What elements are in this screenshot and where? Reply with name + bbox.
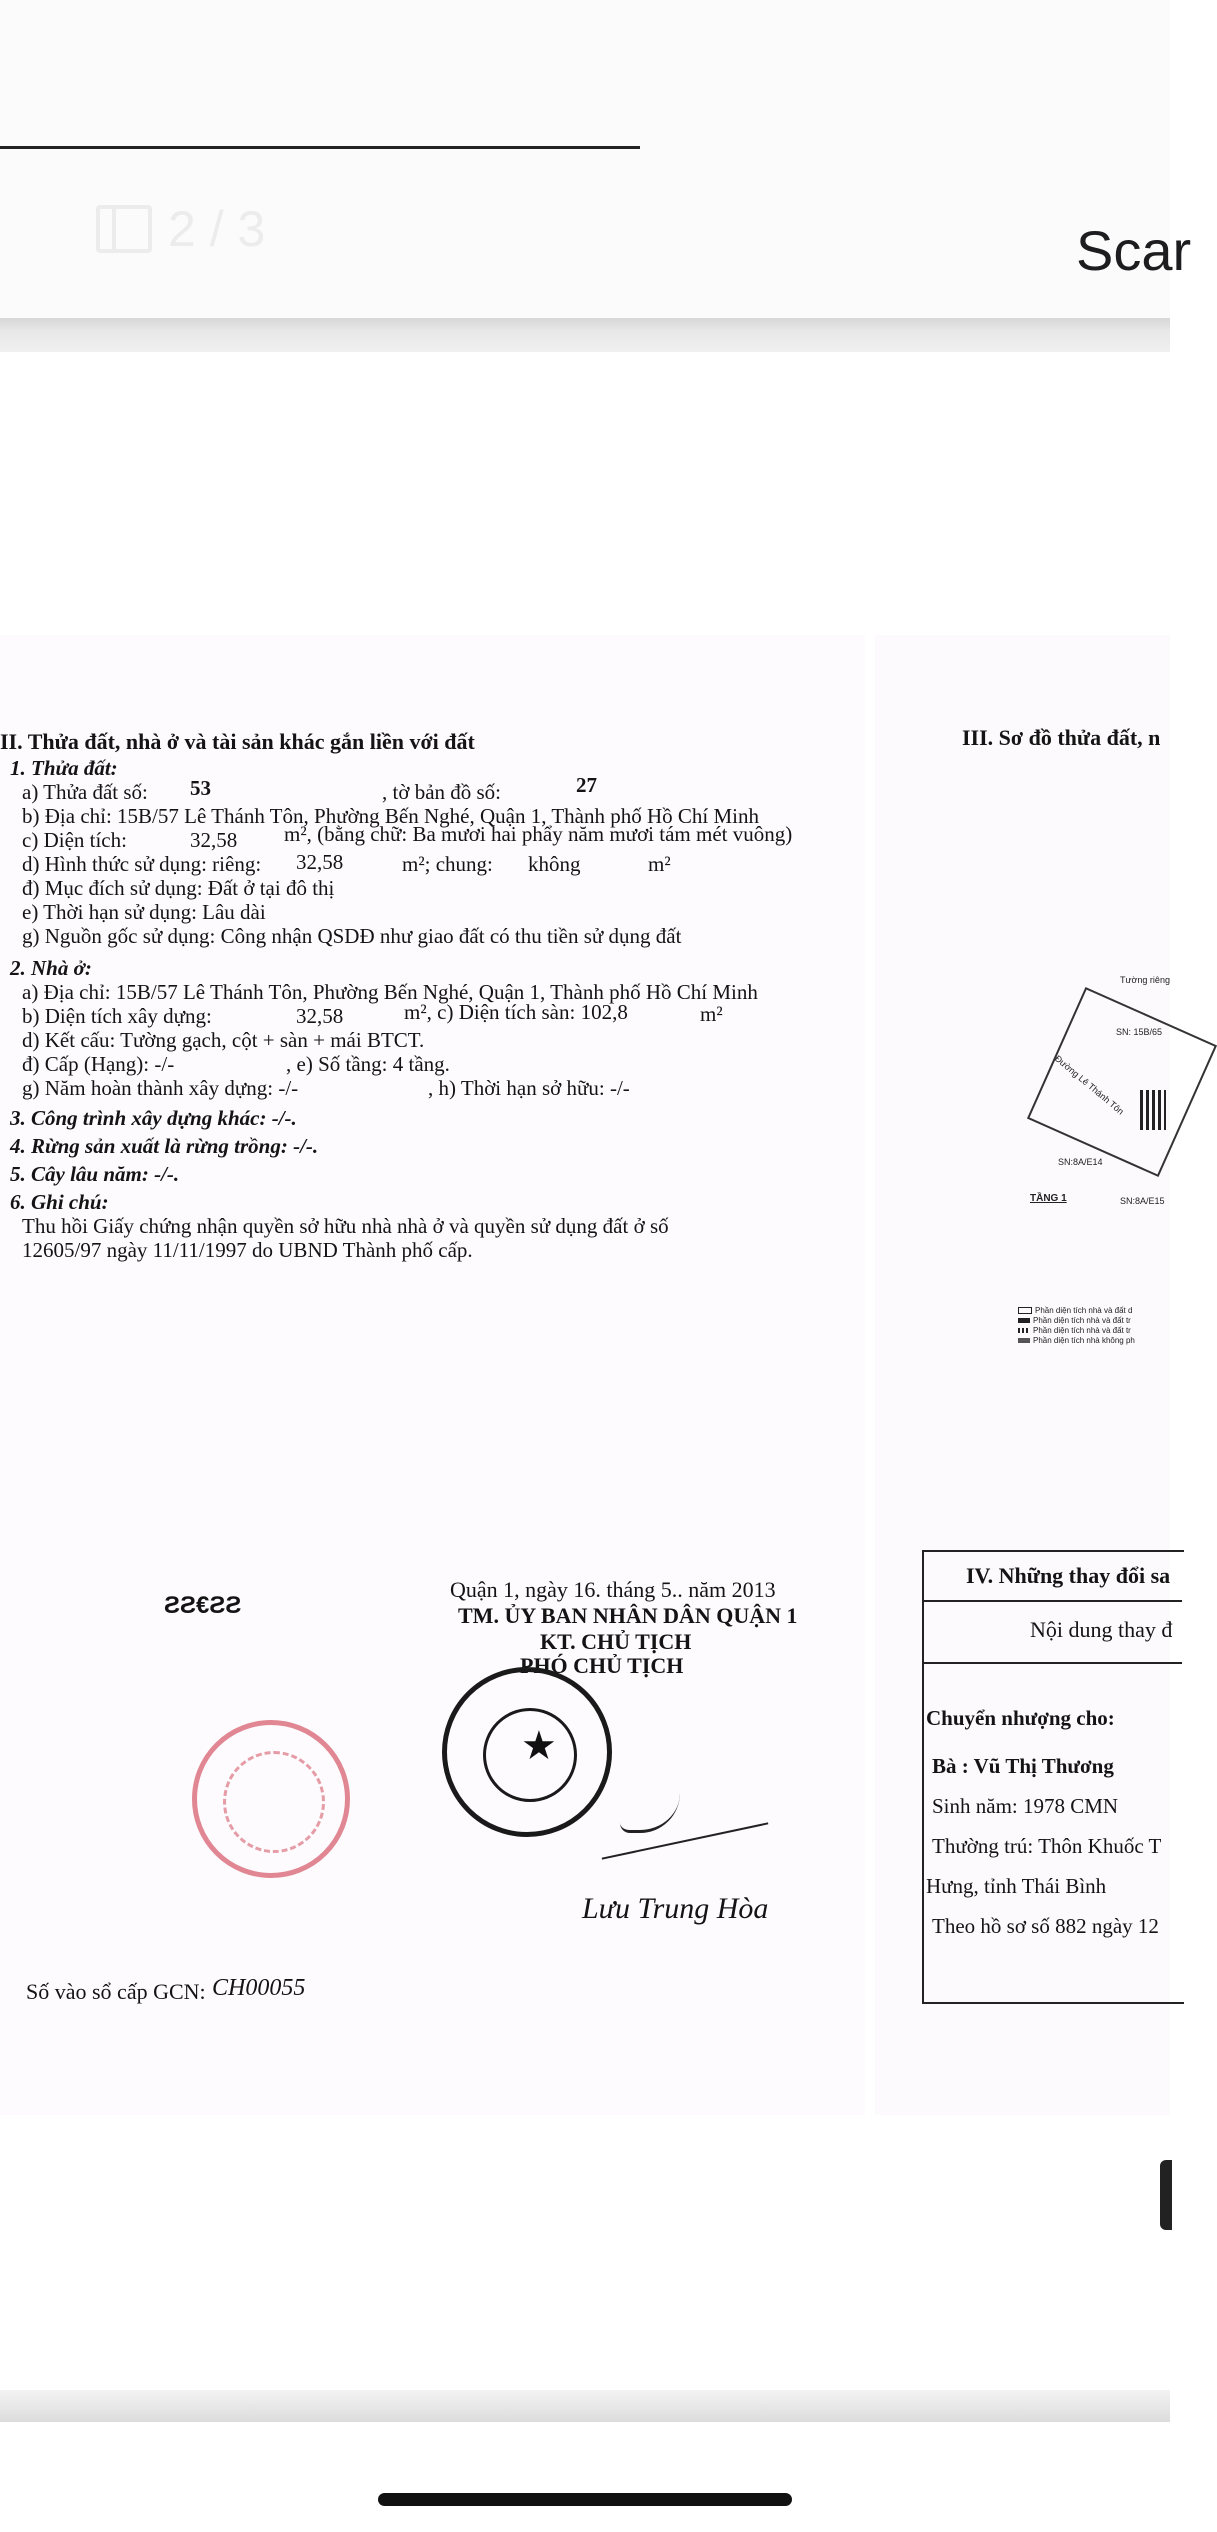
map-label: Tường riêng [1120, 975, 1170, 985]
map-label: SN: 15B/65 [1116, 1027, 1163, 1037]
register-label: Số vào sổ cấp GCN: [26, 1979, 206, 2004]
section-head: 5. Cây lâu năm: -/-. [10, 1162, 180, 1186]
field-line: m², c) Diện tích sàn: 102,8 [404, 1000, 628, 1024]
field-value: 32,58 [296, 1004, 344, 1028]
table-cell: Hưng, tỉnh Thái Bình [926, 1874, 1107, 1898]
field-value: 32,58 [296, 850, 344, 874]
section-head: 2. Nhà ở: [10, 956, 92, 980]
official-seal [442, 1667, 612, 1837]
map-label: Đường Lê Thánh Tôn [1052, 1053, 1126, 1117]
section-title-right: III. Sơ đồ thửa đất, n [962, 725, 1161, 750]
sign-kt: KT. CHỦ TỊCH [540, 1629, 692, 1654]
map-label: SN:8A/E14 [1058, 1157, 1103, 1167]
field-value: 32,58 [190, 828, 238, 852]
field-line: a) Địa chỉ: 15B/57 Lê Thánh Tôn, Phường Bến Nghé, Quận 1, Thành phố Hồ Chí Minh [22, 980, 758, 1004]
field-unit: m² [700, 1002, 723, 1026]
issue-date: Quận 1, ngày 16. tháng 5.. năm 2013 [450, 1577, 776, 1602]
field-line: b) Địa chỉ: 15B/57 Lê Thánh Tôn, Phường Bến Nghé, Quận 1, Thành phố Hồ Chí Minh [22, 804, 760, 828]
field-line: , e) Số tầng: 4 tầng. [286, 1052, 450, 1076]
home-indicator[interactable] [378, 2493, 792, 2506]
red-stamp [192, 1720, 350, 1878]
field-line: đ) Mục đích sử dụng: Đất ở tại đô thị [22, 876, 335, 900]
signer-name: Lưu Trung Hòa [582, 1892, 769, 1925]
field-line: đ) Cấp (Hạng): -/- [22, 1052, 175, 1076]
section-title: II. Thửa đất, nhà ở và tài sản khác gắn liền với đất [0, 729, 475, 754]
field-value: không [528, 852, 581, 876]
note-line: 12605/97 ngày 11/11/1997 do UBND Thành phố cấp. [22, 1238, 473, 1262]
section-head: 1. Thửa đất: [10, 756, 118, 780]
field-label: c) Diện tích: [22, 828, 127, 852]
field-label: d) Hình thức sử dụng: riêng: [22, 852, 262, 876]
top-divider [0, 146, 640, 149]
field-label: m²; chung: [402, 852, 493, 876]
field-line: d) Kết cấu: Tường gạch, cột + sàn + mái BTCT. [22, 1028, 425, 1052]
field-value: 27 [576, 773, 597, 797]
edge-glyph [1160, 2160, 1172, 2230]
register-value: CH00055 [212, 1975, 306, 2001]
section-head: 6. Ghi chú: [10, 1190, 109, 1214]
plot-hatch [1140, 1090, 1166, 1130]
field-line: g) Năm hoàn thành xây dựng: -/- [22, 1076, 299, 1100]
map-label: SN:8A/E15 [1120, 1196, 1165, 1206]
field-label: , tờ bản đồ số: [382, 780, 502, 804]
legend-row: Phần diện tích nhà không ph [1018, 1336, 1135, 1345]
map-floor-label: TẦNG 1 [1030, 1193, 1067, 1204]
table-cell: Thường trú: Thôn Khuốc T [932, 1834, 1162, 1858]
table-divider [922, 1662, 1182, 1664]
field-line: m², (bằng chữ: Ba mươi hai phẩy năm mươi tám mét vuông) [284, 822, 793, 846]
field-label: a) Thửa đất số: [22, 780, 148, 804]
sign-organization: TM. ỦY BAN NHÂN DÂN QUẬN 1 [458, 1603, 798, 1628]
field-line: , h) Thời hạn sở hữu: -/- [428, 1076, 630, 1100]
table-cell: Sinh năm: 1978 CMN [932, 1794, 1119, 1818]
note-line: Thu hồi Giấy chứng nhận quyền sở hữu nhà nhà ở và quyền sử dụng đất ở số [22, 1214, 669, 1238]
viewer-top-area [0, 0, 1170, 330]
field-line: g) Nguồn gốc sử dụng: Công nhận QSDĐ như giao đất có thu tiền sử dụng đất [22, 924, 682, 948]
table-cell: Chuyển nhượng cho: [926, 1706, 1115, 1730]
section-title-changes: IV. Những thay đổi sa [966, 1563, 1171, 1588]
section-head: 4. Rừng sản xuất là rừng trồng: -/-. [10, 1134, 319, 1158]
page-indicator [96, 200, 265, 258]
table-cell: Bà : Vũ Thị Thương [932, 1754, 1114, 1778]
field-label: b) Diện tích xây dựng: [22, 1004, 212, 1028]
bottom-separator [0, 2390, 1170, 2422]
page-indicator-text: 2 / 3 [168, 201, 266, 257]
field-value: 53 [190, 776, 211, 800]
serial-number: ƧƧ€ƧƧ [164, 1592, 242, 1619]
legend-row: Phần diện tích nhà và đất tr [1018, 1326, 1131, 1335]
sign-title: PHÓ CHỦ TỊCH [520, 1653, 684, 1678]
table-divider [922, 1600, 1182, 1602]
table-cell: Theo hồ sơ số 882 ngày 12 [932, 1914, 1159, 1938]
viewer-title[interactable]: Scar [1076, 219, 1192, 282]
table-header: Nội dung thay đ [1030, 1617, 1173, 1642]
legend-row: Phần diện tích nhà và đất d [1018, 1306, 1132, 1315]
separator-bar [0, 318, 1170, 352]
field-line: e) Thời hạn sử dụng: Lâu dài [22, 900, 266, 924]
star-icon: ★ [521, 1723, 557, 1768]
pages-icon [96, 205, 152, 253]
legend-row: Phần diện tích nhà và đất tr [1018, 1316, 1131, 1325]
section-head: 3. Công trình xây dựng khác: -/-. [10, 1106, 297, 1130]
field-unit: m² [648, 852, 671, 876]
